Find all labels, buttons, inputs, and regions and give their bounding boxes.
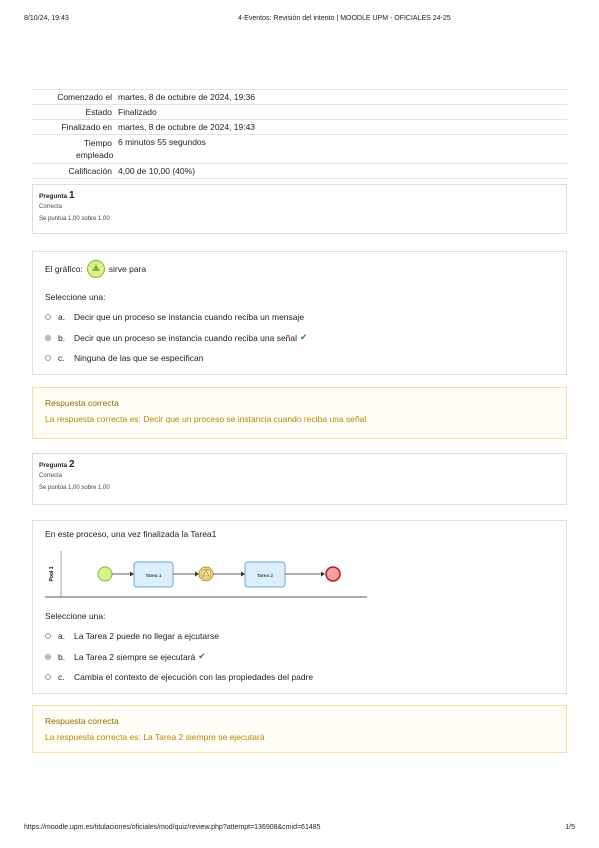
option-letter: a. <box>58 631 66 641</box>
task-2-label: Tarea 2 <box>257 574 273 579</box>
question-status: Correcta <box>39 204 63 210</box>
radio-button[interactable] <box>45 674 51 680</box>
option-letter: b. <box>58 651 66 662</box>
option-b[interactable] <box>45 651 554 662</box>
summary-row-time <box>32 134 567 163</box>
pool-label: Pool 1 <box>49 566 55 582</box>
question-text <box>45 260 554 278</box>
option-text: La Tarea 2 puede no llegar a ejcutarse <box>74 631 219 641</box>
start-event-icon <box>98 567 112 581</box>
arrowhead-icon <box>130 572 134 577</box>
radio-button-selected[interactable] <box>45 654 51 660</box>
print-footer <box>24 824 575 831</box>
footer-url: https://moodle.upm.es/titulaciones/oficiales/mod/quiz/review.php?attempt=136908&cmid=61485 <box>24 824 321 831</box>
summary-row-started <box>32 89 567 104</box>
summary-row-grade <box>32 163 567 179</box>
question-label: Pregunta <box>39 462 68 469</box>
select-prompt: Seleccione una: <box>45 611 106 621</box>
summary-row-finished <box>32 119 567 134</box>
print-header <box>24 15 575 22</box>
radio-button[interactable] <box>45 314 51 320</box>
option-b[interactable] <box>45 332 554 343</box>
option-text: Decir que un proceso se instancia cuando reciba una señal <box>74 332 298 343</box>
feedback-answer: La respuesta correcta es: La Tarea 2 siempre se ejecutará <box>45 732 265 742</box>
option-text: La Tarea 2 siempre se ejecutará <box>74 651 196 662</box>
check-icon: ✔ <box>198 651 206 661</box>
question-2-content <box>32 520 567 694</box>
question-text-after: sirve para <box>108 264 147 274</box>
signal-start-event-icon <box>87 260 105 278</box>
end-event-icon <box>326 567 340 581</box>
question-number <box>39 459 560 470</box>
question-number <box>39 190 560 201</box>
bpmn-diagram-svg <box>45 549 375 601</box>
option-a[interactable] <box>45 631 554 641</box>
question-grade: Se puntúa 1,00 sobre 1,00 <box>39 485 110 491</box>
summary-value: 6 minutos 55 segundos <box>118 137 206 147</box>
question-status: Correcta <box>39 473 63 479</box>
summary-key: Finalizado en <box>61 122 112 132</box>
question-2-feedback <box>32 705 567 753</box>
option-letter: c. <box>58 672 65 682</box>
attempt-summary <box>32 89 567 179</box>
print-datetime: 8/10/24, 19:43 <box>24 15 69 22</box>
question-text-before: El gráfico: <box>45 264 83 274</box>
option-letter: b. <box>58 332 66 343</box>
option-c[interactable] <box>45 672 554 682</box>
option-letter: c. <box>58 353 65 363</box>
print-title: 4-Eventos: Revisión del intento | MOODLE UPM - OFICIALES 24-25 <box>238 15 451 22</box>
arrowhead-icon <box>241 572 245 577</box>
question-1-info <box>32 184 567 234</box>
question-number-value: 2 <box>68 459 75 470</box>
arrowhead-icon <box>321 572 325 577</box>
question-1-content <box>32 251 567 375</box>
summary-value: Finalizado <box>118 107 157 117</box>
feedback-title: Respuesta correcta <box>45 716 119 726</box>
option-text: Ninguna de las que se especifican <box>74 353 204 363</box>
question-text: En este proceso, una vez finalizada la Tarea1 <box>45 529 217 539</box>
task-1-label: Tarea 1 <box>145 574 162 579</box>
option-a[interactable] <box>45 312 554 322</box>
question-label: Pregunta <box>39 193 68 200</box>
option-c[interactable] <box>45 353 554 363</box>
arrowhead-icon <box>195 572 199 577</box>
option-letter: a. <box>58 312 66 322</box>
check-icon: ✔ <box>300 332 308 342</box>
question-1-feedback <box>32 387 567 439</box>
summary-value: martes, 8 de octubre de 2024, 19:36 <box>118 92 256 102</box>
radio-button[interactable] <box>45 355 51 361</box>
summary-value: martes, 8 de octubre de 2024, 19:43 <box>118 122 256 132</box>
summary-key: Estado <box>85 107 112 117</box>
option-text: Cambia el contexto de ejecución con las propiedades del padre <box>74 672 314 682</box>
summary-key: Tiempo empleado <box>76 138 114 160</box>
summary-row-state <box>32 104 567 119</box>
feedback-answer: La respuesta correcta es: Decir que un proceso se instancia cuando reciba una señal <box>45 414 367 424</box>
select-prompt: Seleccione una: <box>45 292 106 302</box>
radio-button[interactable] <box>45 633 51 639</box>
radio-button-selected[interactable] <box>45 335 51 341</box>
question-number-value: 1 <box>68 190 75 201</box>
bpmn-diagram <box>45 549 554 603</box>
footer-page: 1/5 <box>565 824 575 831</box>
summary-key: Comenzado el <box>57 92 112 102</box>
summary-key: Calificación <box>68 166 112 176</box>
feedback-title: Respuesta correcta <box>45 398 119 408</box>
question-2-info <box>32 453 567 505</box>
option-text: Decir que un proceso se instancia cuando reciba un mensaje <box>74 312 305 322</box>
summary-value: 4,00 de 10,00 (40%) <box>118 166 196 176</box>
question-grade: Se puntúa 1,00 sobre 1,00 <box>39 216 110 222</box>
